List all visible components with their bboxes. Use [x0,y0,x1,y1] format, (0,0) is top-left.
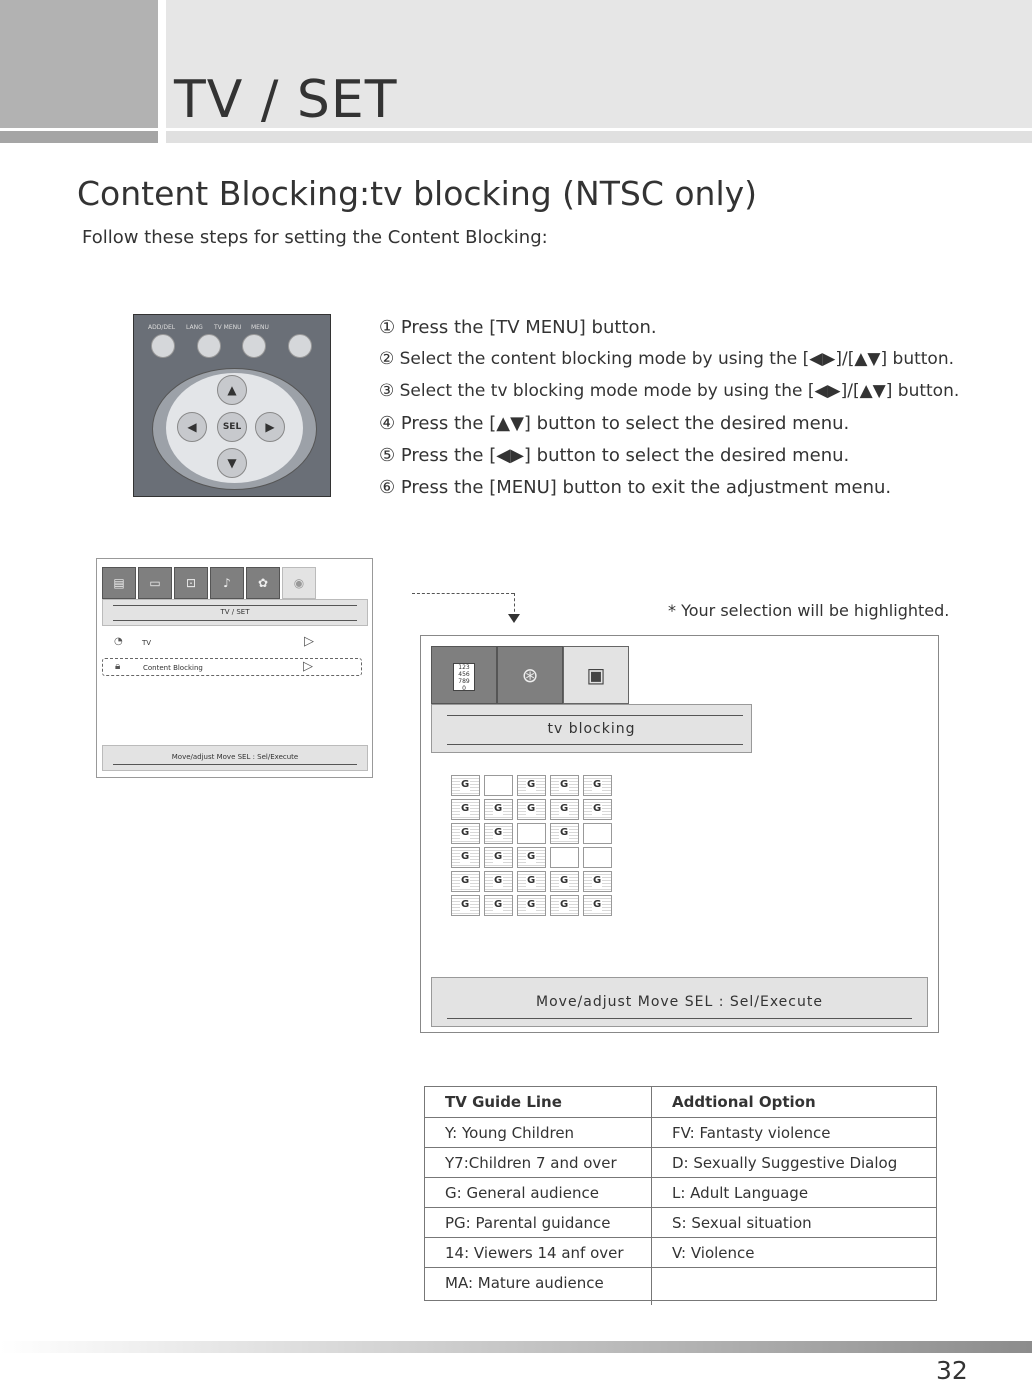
tv-menu-button [242,334,266,358]
table-row [425,1207,936,1237]
rating-cell-letter: G [461,851,470,862]
rating-cell-letter: G [494,803,503,814]
menu-row-content-blocking [102,658,362,676]
chevron-right-icon: ▷ [303,659,313,674]
arrow-right-icon: ▶ [255,412,285,442]
rating-cell [484,871,513,892]
rating-cell-letter: G [527,803,536,814]
position-tab-icon: ⊡ [174,567,208,599]
step-4: ④ Press the [▲▼] button to select the desired menu. [379,413,850,434]
rating-cell-letter: G [494,851,503,862]
rating-cell [517,895,546,916]
picture-tab-icon: ▤ [102,567,136,599]
step-3: ③ Select the tv blocking mode mode by using the [◀▶]/[▲▼] button. [379,381,960,401]
header-block-left [0,0,158,128]
table-cell-option: D: Sexually Suggestive Dialog [672,1154,898,1172]
header-bar-right [166,131,1032,143]
tv-tab-icon: ◉ [282,567,316,599]
rating-cell-letter: G [461,827,470,838]
table-cell-option: V: Violence [672,1244,755,1262]
table-cell-option: S: Sexual situation [672,1214,812,1232]
keypad-tab-icon: 123 456 789 0 [431,646,497,704]
rating-cell [451,799,480,820]
rating-cell-letter: G [560,875,569,886]
rating-cell [583,775,612,796]
rating-cell-letter: G [593,875,602,886]
rating-cell-letter: G [527,851,536,862]
connector-line [412,593,514,594]
small-menu-footer [102,745,368,771]
rating-cell-letter: G [494,827,503,838]
lock-icon: 🔒︎ [115,661,121,672]
menu-tabs [102,567,317,599]
table-cell-option: L: Adult Language [672,1184,809,1202]
table-cell-option: FV: Fantasty violence [672,1124,831,1142]
table-cell-guide: Y7:Children 7 and over [445,1154,617,1172]
rating-cell [550,895,579,916]
arrow-down-icon [508,614,520,623]
rating-cell [550,847,579,868]
remote-label-lang: LANG [186,324,203,331]
rating-cell [583,871,612,892]
table-row [425,1177,936,1207]
rating-cell [550,823,579,844]
rating-cell-letter: G [560,899,569,910]
arrow-up-icon: ▲ [217,375,247,405]
table-row [425,1237,936,1267]
rating-cell-letter: G [593,899,602,910]
footer-bar [0,1341,1032,1353]
header-bar-left [0,131,158,143]
rating-cell-letter: G [560,779,569,790]
step-5: ⑤ Press the [◀▶] button to select the desired menu. [379,445,850,466]
rating-cell-letter: G [527,779,536,790]
step-1: ① Press the [TV MENU] button. [379,317,657,338]
rating-cell-letter: G [461,803,470,814]
small-menu-title: TV / SET [220,608,250,616]
rating-cell [451,775,480,796]
table-row [425,1267,936,1297]
table-cell-guide: G: General audience [445,1184,599,1202]
highlight-note: * Your selection will be highlighted. [668,601,950,620]
rating-cell [451,847,480,868]
tv-blocking-tab-icon: ▣ [563,646,629,704]
section-title: Content Blocking:tv blocking (NTSC only) [77,174,758,213]
screen-tab-icon: ▭ [138,567,172,599]
step-2: ② Select the content blocking mode by using the [◀▶]/[▲▼] button. [379,349,955,369]
big-menu-title: tv blocking [547,721,636,737]
chevron-right-icon: ▷ [304,634,314,649]
rating-cell [517,799,546,820]
rating-cell-letter: G [527,899,536,910]
rating-cell [517,847,546,868]
channel-lock-tab-icon: ⊛ [497,646,563,704]
rating-cell [484,847,513,868]
rating-cell-letter: G [494,875,503,886]
remote-label-menu: MENU [251,324,269,331]
rating-cell [550,775,579,796]
page-number: 32 [936,1356,968,1383]
page-title: TV / SET [174,70,398,130]
table-row [425,1117,936,1147]
tv-icon: ◔ [114,636,123,647]
big-menu-footer [431,977,928,1027]
rating-cell [484,823,513,844]
intro-text: Follow these steps for setting the Content Blocking: [82,227,548,248]
table-cell-guide: 14: Viewers 14 anf over [445,1244,624,1262]
rating-cell [517,823,546,844]
table-header-guide: TV Guide Line [445,1093,562,1111]
big-menu-footer-text: Move/adjust Move SEL : Sel/Execute [536,994,823,1010]
rating-cell [517,871,546,892]
remote-label-tv-menu: TV MENU [214,324,242,331]
sound-tab-icon: ♪ [210,567,244,599]
rating-cell [583,823,612,844]
rating-cell [451,895,480,916]
tv-blocking-menu-screenshot [420,635,939,1033]
small-menu-title-bar [102,599,368,626]
table-header-row [425,1087,936,1117]
rating-cell-letter: G [560,827,569,838]
rating-cell [517,775,546,796]
big-menu-title-bar [431,704,752,753]
arrow-left-icon: ◀ [177,412,207,442]
menu-row-label: TV [142,639,152,647]
menu-button [288,334,312,358]
rating-cell-letter: G [593,803,602,814]
rating-cell-letter: G [593,779,602,790]
rating-cell [583,847,612,868]
rating-cell [451,871,480,892]
setup-tab-icon: ✿ [246,567,280,599]
rating-cell [550,871,579,892]
tv-set-menu-screenshot [96,558,373,778]
sel-button: SEL [217,412,247,442]
rating-cell-letter: G [560,803,569,814]
table-header-option: Addtional Option [672,1093,816,1111]
table-cell-guide: MA: Mature audience [445,1274,604,1292]
rating-table [424,1086,937,1301]
rating-cell [583,799,612,820]
rating-cell [583,895,612,916]
rating-cell [484,895,513,916]
menu-row-tv [102,634,362,652]
rating-cell-letter: G [461,875,470,886]
rating-cell [484,775,513,796]
small-menu-footer-text: Move/adjust Move SEL : Sel/Execute [171,753,299,761]
arrow-down-icon: ▼ [217,448,247,478]
rating-cell [550,799,579,820]
rating-cell [451,823,480,844]
rating-cell-letter: G [494,899,503,910]
add-del-button [151,334,175,358]
table-cell-guide: Y: Young Children [445,1124,575,1142]
menu-row-label: Content Blocking [143,664,203,672]
rating-cell [484,799,513,820]
lang-button [197,334,221,358]
step-6: ⑥ Press the [MENU] button to exit the adjustment menu. [379,477,892,498]
table-cell-guide: PG: Parental guidance [445,1214,611,1232]
rating-cell-letter: G [461,779,470,790]
rating-cell-letter: G [461,899,470,910]
table-row [425,1147,936,1177]
remote-control-image [133,314,331,497]
remote-label-add-del: ADD/DEL [148,324,176,331]
rating-cell-letter: G [527,875,536,886]
